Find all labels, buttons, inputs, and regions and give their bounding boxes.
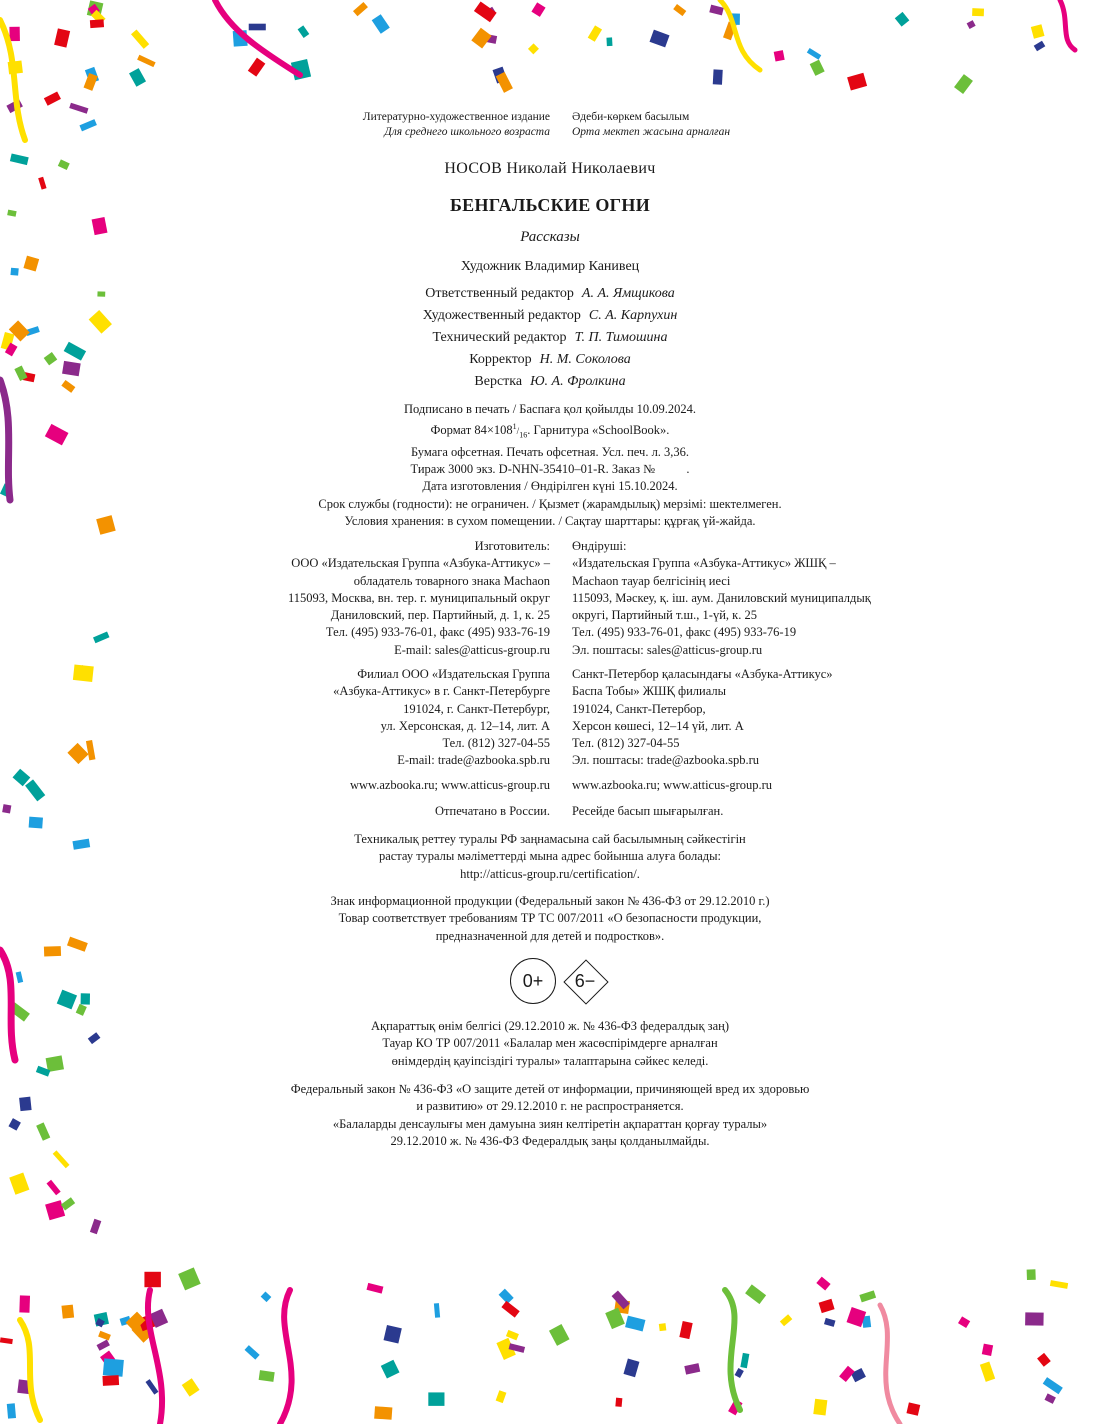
author-name: НОСОВ Николай Николаевич (444, 160, 656, 177)
credit-name: С. А. Карпухин (588, 308, 678, 323)
address-line: Эл. поштасы: trade@azbooka.spb.ru (572, 753, 760, 768)
book-subtitle: Рассказы (520, 229, 580, 245)
credit-line (0, 327, 1100, 349)
credit-name: Н. М. Соколова (539, 352, 631, 367)
address-line: Херсон көшесі, 12–14 үй, лит. А (572, 718, 744, 733)
address-line: 191024, Санкт-Петербор, (572, 701, 706, 716)
web-block (0, 777, 1100, 794)
age-mark-six-minus: 6− (563, 959, 607, 1003)
credit-name: Ю. А. Фролкина (530, 374, 626, 389)
address-line: Филиал ООО «Издательская Группа (357, 667, 550, 681)
book-title: БЕНГАЛЬСКИЕ ОГНИ (449, 195, 651, 215)
printed-ru: Отпечатано в России. (435, 804, 550, 818)
credit-line (0, 349, 1100, 371)
address-line: ул. Херсонская, д. 12–14, лит. А (380, 718, 550, 733)
service-line: Срок службы (годности): не ограничен. / Қызмет (жарамдылық) мерзімі: шектелмеген. (318, 496, 782, 511)
address-line: Тел. (812) 327-04-55 (442, 736, 550, 751)
credit-name: Т. П. Тимошина (574, 330, 668, 345)
credit-role: Художественный редактор (422, 308, 581, 323)
certification-block: Техникалық реттеу туралы РФ заңнамасына сай басылымның сәйкестігін растау туралы мәліметтерді мына адрес бойынша алуға болады: http://atticus-group.ru/certification/. (354, 832, 746, 881)
edition-type-ru: Литературно-художественное издание (362, 111, 550, 123)
address-line: Санкт-Петербор қаласындағы «Азбука-Аттикус» (572, 667, 833, 681)
address-line: Тел. (812) 327-04-55 (572, 736, 680, 751)
printed-in-block (0, 803, 1100, 820)
age-mark-zero-plus: 0+ (510, 958, 556, 1004)
credit-line (0, 305, 1100, 327)
info-sign-kz: Ақпараттық өнім белгісі (29.12.2010 ж. № 436-ФЗ федералдық заң) Тауар КО ТР 007/2011 «Балалар мен жасөспірімдерге арналған өнімдердің қауіпсіздігі туралы» талаптарына сәйкес келеді. (371, 1019, 729, 1068)
info-sign-ru: Знак информационной продукции (Федеральный закон № 436-ФЗ от 29.12.2010 г.) Товар соответствует требованиям ТР ТС 007/2011 «О безопасности продукции, предназначенной для детей и подростков». (330, 894, 770, 943)
address-line: Даниловский, пер. Партийный, д. 1, к. 25 (330, 608, 550, 623)
law-notice: Федеральный закон № 436-ФЗ «О защите детей от информации, причиняющей вред их здоровью и развитию» от 29.12.2010 г. не распространяется. «Балаларды денсаулығы мен дамуына зиян келтіретін ақпараттан қорғау туралы» 29.12.2010 ж. № 436-ФЗ Федералдық заңы қолданылмайды. (290, 1082, 810, 1148)
storage-line: Условия хранения: в сухом помещении. / Сақтау шарттары: құрғақ үй-жайда. (344, 513, 756, 528)
address-line: 191024, г. Санкт-Петербург, (403, 701, 550, 716)
address-line: Өндіруші: (572, 539, 627, 553)
signed-line: Подписано в печать / Баспаға қол қойылды 10.09.2024. (403, 402, 697, 416)
manufacturer-kz (572, 538, 871, 659)
edition-header (0, 110, 1100, 140)
paper-line: Бумага офсетная. Печать офсетная. Усл. печ. л. 3,36. (410, 445, 690, 460)
address-line: Баспа Тобы» ЖШҚ филиалы (572, 684, 726, 699)
age-kz: Орта мектеп жасына арналған (572, 126, 731, 138)
address-line: Тел. (495) 933-76-01, факс (495) 933-76-19 (325, 625, 550, 640)
web-kz: www.azbooka.ru; www.atticus-group.ru (572, 778, 773, 792)
address-line: «Издательская Группа «Азбука-Аттикус» ЖШҚ – (572, 556, 836, 571)
manufacturer-block (0, 538, 1100, 659)
manufacturer-ru (0, 538, 550, 659)
credit-role: Верстка (474, 374, 523, 389)
age-ru: Для среднего школьного возраста (384, 126, 550, 138)
credits-list (0, 283, 1100, 393)
edition-type-kz: Әдеби-көркем басылым (572, 111, 690, 123)
date-line: Дата изготовления / Өндірілген күні 15.10.2024. (422, 479, 678, 494)
credit-role: Технический редактор (432, 330, 567, 345)
illustrator: Художник Владимир Канивец (460, 259, 640, 274)
format-line: Формат $84\times 108^1/_{16}$. Гарнитура «SchoolBook». (430, 422, 670, 440)
address-line: 115093, Москва, вн. тер. г. муниципальный округ (287, 590, 550, 605)
credit-role: Ответственный редактор (425, 286, 574, 301)
address-line: E-mail: sales@atticus-group.ru (394, 642, 550, 657)
branch-kz (572, 666, 833, 770)
age-rating-marks (510, 957, 615, 1005)
address-line: Machaon тауар белгісінің иесі (572, 573, 731, 588)
address-line: 115093, Мәскеу, қ. іш. аум. Даниловский муниципалдық (572, 590, 871, 605)
address-line: ООО «Издательская Группа «Азбука-Аттикус» – (291, 556, 550, 571)
run-line: Тираж 3000 экз. D-NHN-35410–01-R. Заказ № . (410, 462, 690, 477)
address-line: Тел. (495) 933-76-01, факс (495) 933-76-19 (572, 625, 797, 640)
credit-name: А. А. Ямщикова (581, 286, 675, 301)
web-ru: www.azbooka.ru; www.atticus-group.ru (349, 778, 550, 792)
print-details (0, 401, 1100, 530)
address-line: обладатель товарного знака Machaon (353, 573, 550, 588)
address-line: округі, Партийный т.ш., 1-үй, к. 25 (572, 608, 757, 623)
branch-ru (0, 666, 550, 770)
address-line: «Азбука-Аттикус» в г. Санкт-Петербурге (333, 684, 550, 699)
credit-role: Корректор (469, 352, 532, 367)
credit-line (0, 283, 1100, 305)
address-line: E-mail: trade@azbooka.spb.ru (397, 753, 550, 768)
printed-kz: Ресейде басып шығарылған. (572, 804, 724, 818)
address-line: Эл. поштасы: sales@atticus-group.ru (572, 642, 763, 657)
address-line: Изготовитель: (474, 539, 550, 553)
branch-block (0, 666, 1100, 770)
credit-line (0, 371, 1100, 393)
